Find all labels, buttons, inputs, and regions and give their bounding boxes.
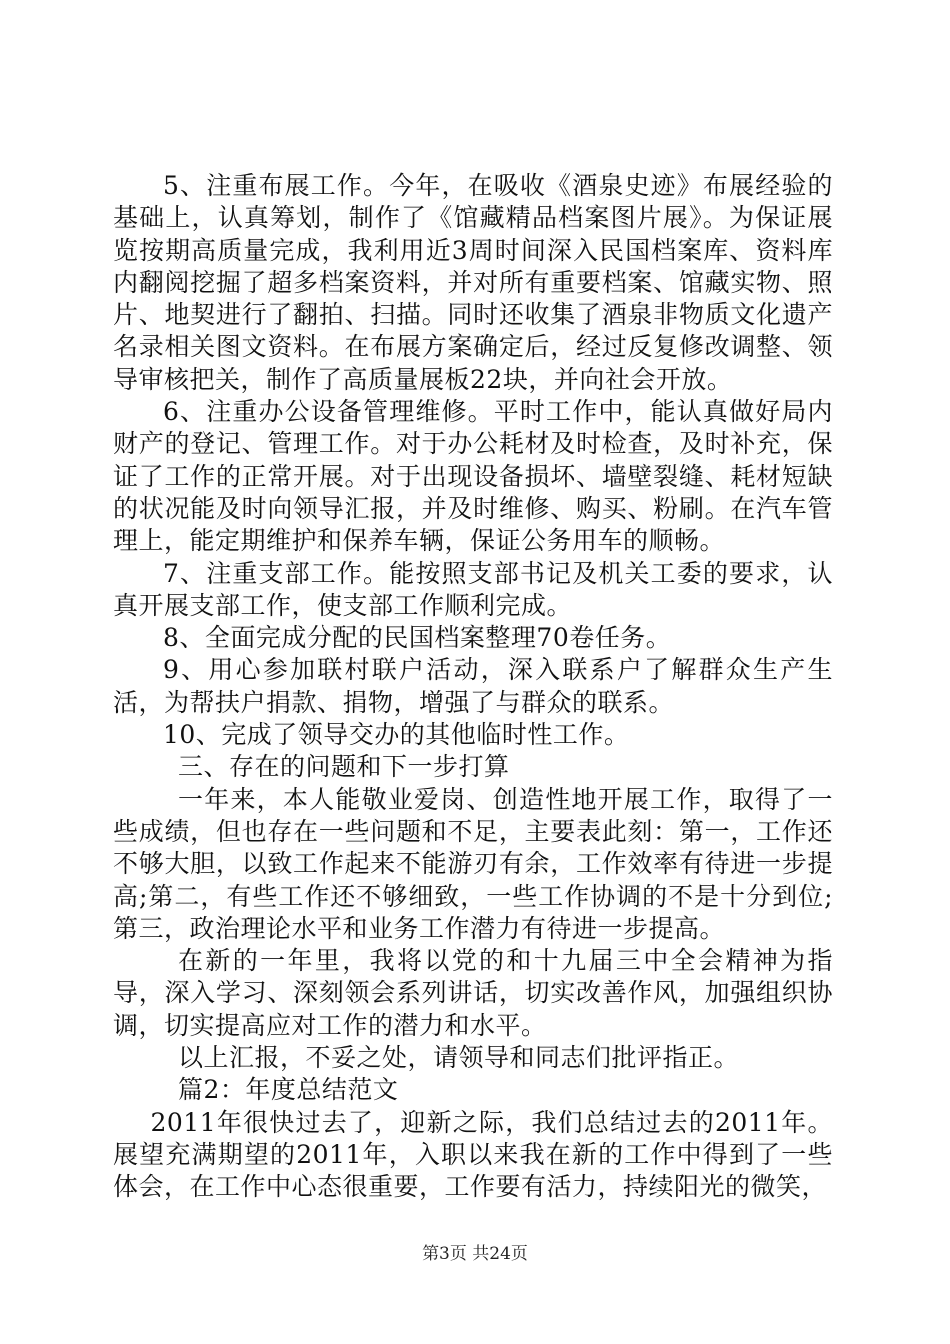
paragraph-item-9: 9、用心参加联村联户活动，深入联系户了解群众生产生活，为帮扶户捐款、捐物，增强了与群众的联系。 bbox=[113, 655, 833, 717]
paragraph-item-8: 8、全面完成分配的民国档案整理70卷任务。 bbox=[163, 623, 672, 653]
paragraph-item-6: 6、注重办公设备管理维修。平时工作中，能认真做好局内财产的登记、管理工作。对于办公耗材及时检查，及时补充，保证了工作的正常开展。对于出现设备损坏、墙壁裂缝、耗材短缺的状况能及时向领导汇报，并及时维修、购买、粉刷。在汽车管理上，能定期维护和保养车辆，保证公务用车的顺畅。 bbox=[113, 397, 833, 556]
article-heading: 篇2：年度总结范文 bbox=[178, 1075, 399, 1105]
document-body bbox=[113, 170, 833, 1204]
paragraph-item-10: 10、完成了领导交办的其他临时性工作。 bbox=[163, 720, 630, 750]
paragraph-item-5: 5、注重布展工作。今年，在吸收《酒泉史迹》布展经验的基础上，认真筹划，制作了《馆藏精品档案图片展》。为保证展览按期高质量完成，我利用近3周时间深入民国档案库、资料库内翻阅挖掘了超多档案资料，并对所有重要档案、馆藏实物、照片、地契进行了翻拍、扫描。同时还收集了酒泉非物质文化遗产名录相关图文资料。在布展方案确定后，经过反复修改调整、领导审核把关，制作了高质量展板22块，并向社会开放。 bbox=[113, 171, 833, 394]
paragraph-problems: 一年来，本人能敬业爱岗、创造性地开展工作，取得了一些成绩，但也存在一些问题和不足，主要表此刻：第一，工作还不够大胆，以致工作起来不能游刃有余，工作效率有待进一步提高;第二，有些工作还不够细致，一些工作协调的不是十分到位;第三，政治理论水平和业务工作潜力有待进一步提高。 bbox=[113, 784, 833, 943]
section-heading: 三、存在的问题和下一步打算 bbox=[178, 752, 510, 782]
paragraph-next-year: 在新的一年里，我将以党的和十九届三中全会精神为指导，深入学习、深刻领会系列讲话，切实改善作风，加强组织协调，切实提高应对工作的潜力和水平。 bbox=[113, 946, 833, 1040]
paragraph-item-7: 7、注重支部工作。能按照支部书记及机关工委的要求，认真开展支部工作，使支部工作顺利完成。 bbox=[113, 558, 833, 620]
paragraph-closing: 以上汇报，不妥之处，请领导和同志们批评指正。 bbox=[178, 1043, 740, 1073]
page-footer: 第3页 共24页 bbox=[422, 1244, 528, 1264]
paragraph-intro: 2011年很快过去了，迎新之际，我们总结过去的2011年。展望充满期望的2011年，入职以来我在新的工作中得到了一些体会，在工作中心态很重要，工作要有活力，持续阳光的微笑， bbox=[113, 1107, 833, 1202]
